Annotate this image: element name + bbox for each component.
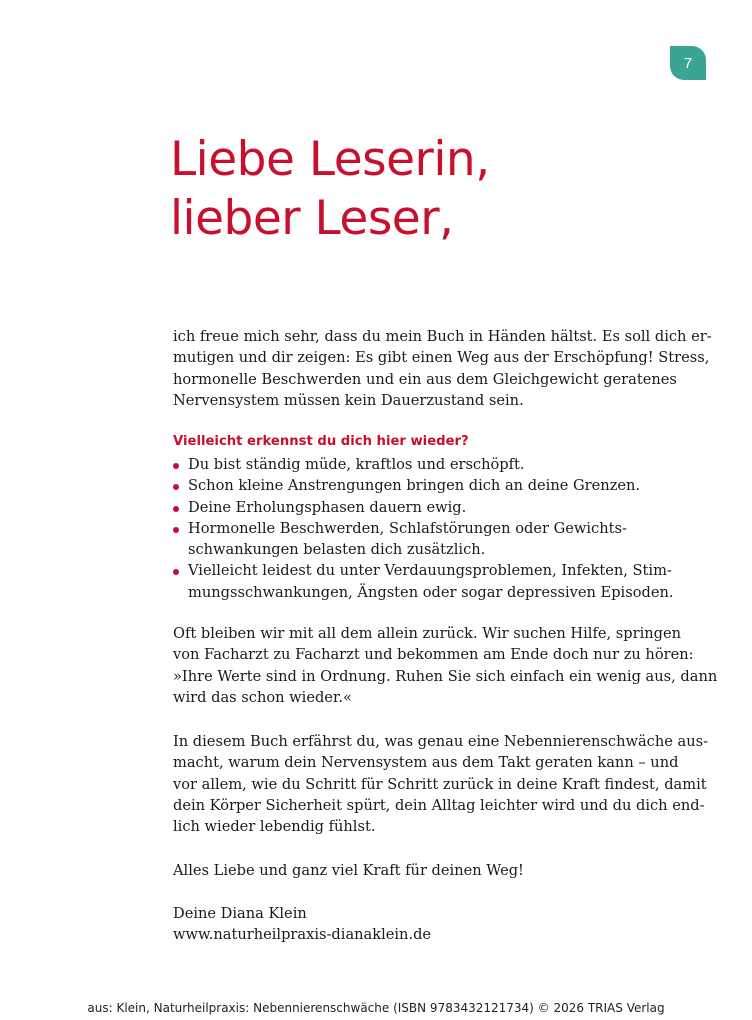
text-line: Nervensystem müssen kein Dauerzustand sein. (173, 391, 524, 409)
text-line: macht, warum dein Nervensystem aus dem Takt geraten kann – und (173, 754, 679, 772)
symptom-list (173, 454, 674, 603)
text-line: schwankungen belasten dich zusätzlich. (188, 541, 486, 559)
bullet-dot-icon (173, 506, 179, 512)
list-item (173, 475, 674, 496)
bullet-dot-icon (173, 527, 179, 533)
page-number-badge: 7 (670, 46, 706, 80)
text-line: Hormonelle Beschwerden, Schlafstörungen oder Gewichts- (188, 519, 627, 537)
text-line: Alles Liebe und ganz viel Kraft für deinen Weg! (173, 862, 524, 879)
author-website: www.naturheilpraxis-dianaklein.de (173, 926, 432, 944)
list-item (173, 497, 674, 518)
text-line: dein Körper Sicherheit spürt, dein Alltag leichter wird und du dich end- (173, 796, 705, 814)
text-line: In diesem Buch erfährst du, was genau eine Nebennierenschwäche aus- (173, 733, 709, 750)
intro-paragraph (173, 326, 712, 411)
title-line: Liebe Leserin, (170, 132, 490, 187)
bullet-dot-icon (173, 463, 179, 469)
text-line: wird das schon wieder.« (173, 688, 352, 706)
page-title (170, 130, 490, 248)
text-line: vor allem, wie du Schritt für Schritt zurück in deine Kraft findest, damit (173, 775, 707, 793)
bullet-dot-icon (173, 484, 179, 490)
text-line: ich freue mich sehr, dass du mein Buch in Händen hältst. Es soll dich er- (173, 328, 712, 345)
list-item (173, 560, 674, 603)
body-paragraph (173, 731, 709, 837)
list-item (173, 454, 674, 475)
author-name: Deine Diana Klein (173, 905, 307, 922)
closing-line (173, 860, 663, 881)
text-line: Du bist ständig müde, kraftlos und erschöpft. (188, 456, 525, 473)
title-line: lieber Leser, (170, 191, 454, 246)
text-line: Oft bleiben wir mit all dem allein zurück. Wir suchen Hilfe, springen (173, 625, 682, 642)
text-line: von Facharzt zu Facharzt und bekommen am Ende doch nur zu hören: (173, 646, 694, 664)
text-line: mungsschwankungen, Ängsten oder sogar depressiven Episoden. (188, 583, 674, 601)
text-line: Vielleicht leidest du unter Verdauungsproblemen, Infekten, Stim- (188, 562, 672, 580)
text-line: Schon kleine Anstrengungen bringen dich an deine Grenzen. (188, 477, 641, 495)
section-subheading: Vielleicht erkennst du dich hier wieder? (173, 434, 469, 449)
text-line: »Ihre Werte sind in Ordnung. Ruhen Sie sich einfach ein wenig aus, dann (173, 667, 718, 685)
text-line: Deine Erholungsphasen dauern ewig. (188, 498, 467, 516)
signature-block (173, 903, 663, 946)
text-line: lich wieder lebendig fühlst. (173, 818, 376, 836)
bullet-dot-icon (173, 569, 179, 575)
text-line: mutigen und dir zeigen: Es gibt einen Weg aus der Erschöpfung! Stress, (173, 349, 710, 367)
list-item (173, 518, 674, 561)
text-line: hormonelle Beschwerden und ein aus dem Gleichgewicht geratenes (173, 370, 677, 388)
page-footer: aus: Klein, Naturheilpraxis: Nebennierenschwäche (ISBN 9783432121734) © 2026 TRIAS Verlag (87, 1001, 665, 1015)
body-paragraph (173, 623, 718, 708)
